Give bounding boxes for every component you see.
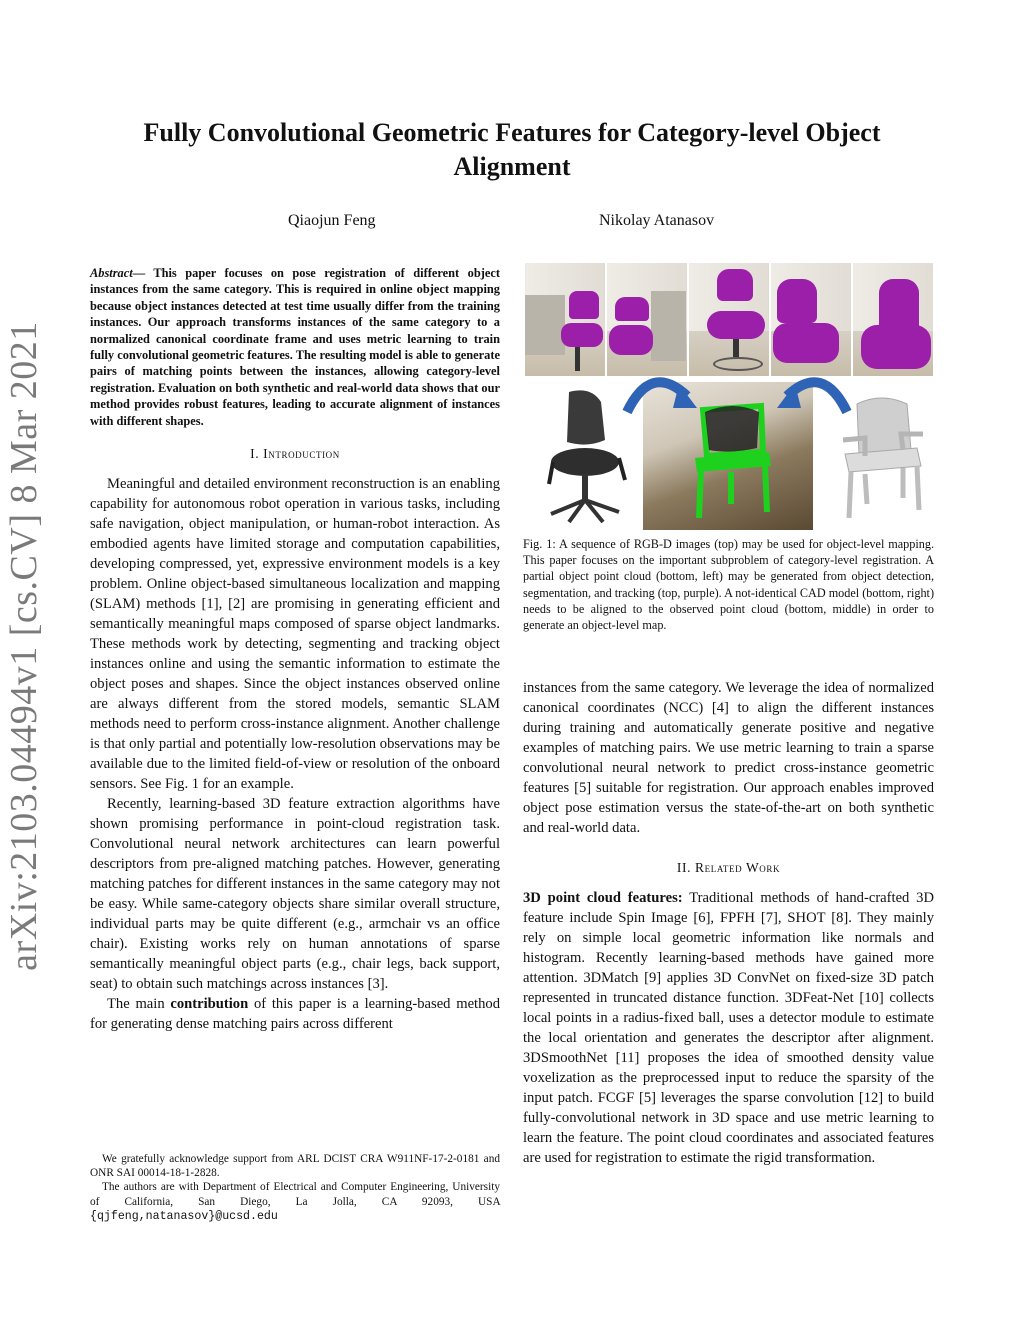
footnote-affiliation-text: The authors are with Department of Electrical and Computer Engineering, University of California, San Diego, La Jolla, CA 92093, USA xyxy=(90,1181,500,1208)
rgbd-frame-2 xyxy=(607,263,687,376)
right-column xyxy=(523,678,934,1168)
right-paragraph-1: instances from the same category. We leverage the idea of normalized canonical coordinates (NCC) [4] to align the different instances during training and automatically generate positive and negative examples of matching pairs. We use metric learning to train a sparse convolutional neural network to predict cross-instance geometric features [5] suitable for registration. Our approach enables improved object pose estimation versus the state-of-the-art on both synthetic and real-world data. xyxy=(523,680,934,836)
rgbd-frame-5 xyxy=(853,263,933,376)
related-work-paragraph-1 xyxy=(523,888,934,1168)
intro-paragraph-3 xyxy=(90,994,500,1034)
figure-1-caption: Fig. 1: A sequence of RGB-D images (top) may be used for object-level mapping. This paper focuses on the important subproblem of category-level registration. A partial object point cloud (bottom, left) may be generated from object detection, segmentation, and tracking (top, purple). A not-identical CAD model (bottom, right) needs to be aligned to the observed point cloud (bottom, middle) in order to generate an object-level map. xyxy=(523,537,934,633)
intro-p3-post: of this paper is a learning-based method for generating dense matching pairs across different xyxy=(90,996,501,1033)
related-text: Traditional methods of hand-crafted 3D feature include Spin Image [6], FPFH [7], SHOT [8]. They mainly rely on simple local geometric information like normals and histogram. Recently learning-based methods have gained more attention. 3DMatch [9] applies 3D ConvNet on fixed-size 3D patch represented in truncated distance function. 3DFeat-Net [10] collects local points in a radius-fixed ball, uses a detector module to estimate the local orientation and generates the descriptor after alignment. 3DSmoothNet [11] proposes the idea of smoothed density value voxelization as the preprocessed input to reduce the sparsity of the input patch. FCGF [5] leverages the sparse convolution [12] to build fully-convolutional network in 3D space and use metric learning to learn the feature. The point cloud coordinates and associated features are used for registration to estimate the rigid transformation. xyxy=(523,890,934,1166)
left-column xyxy=(90,265,500,1034)
author-emails: {qjfeng,natanasov}@ucsd.edu xyxy=(90,1209,278,1223)
section-heading-introduction: I. Introduction xyxy=(250,446,340,462)
related-keyword: 3D point cloud features: xyxy=(523,890,683,906)
rgbd-image-sequence xyxy=(525,263,933,376)
author-2: Nikolay Atanasov xyxy=(599,212,715,229)
figure-1 xyxy=(525,263,933,528)
paper-title: Fully Convolutional Geometric Features for Category-level Object Alignment xyxy=(143,118,881,181)
footnote-affiliation xyxy=(90,1180,500,1224)
abstract xyxy=(90,265,500,429)
align-arrow-left xyxy=(621,368,701,428)
rgbd-frame-3 xyxy=(689,263,769,376)
abstract-text: — This paper focuses on pose registration of different object instances from the same category. This is required in online object mapping because object instances detected at test time usually differ from the training instances. Our approach transforms instances of the same category to a normalized canonical coordinate frame and uses metric learning to train fully convolutional geometric features. The resulting model is able to generate pairs of matching points between the instances, allowing category-level registration. Evaluation on both synthetic and real-world data shows that our method provides robust features, leading to accurate alignment of instances with different shapes. xyxy=(90,266,500,428)
section-heading-related-work: II. Related Work xyxy=(676,860,781,875)
intro-p3-pre: The main xyxy=(107,996,171,1013)
footnote-funding: We gratefully acknowledge support from ARL DCIST CRA W911NF-17-2-0181 and ONR SAI 00014-18-1-2828. xyxy=(90,1153,500,1180)
intro-paragraph-1: Meaningful and detailed environment reconstruction is an enabling capability for autonomous robot operation in various tasks, including safe navigation, object manipulation, or human-robot interaction. As embodied agents have limited storage and computation capabilities, developing compressed, yet, expressive environment models is a key problem. Online object-based simultaneous localization and mapping (SLAM) methods [1], [2] are promising in generating efficient and semantically meaningful maps composed of sparse object landmarks. These methods work by detecting, segmenting and tracking object instances online and using the semantic information to estimate the object poses and shapes. Since the object instances observed online are always different from the stored models, semantic SLAM methods need to perform cross-instance alignment. Another challenge is that only partial and potentially low-resolution observations may be available due to the limited field-of-view or resolution of the onboard sensors. See Fig. 1 for an example. xyxy=(90,476,500,793)
align-arrow-right xyxy=(773,368,853,428)
abstract-label: Abstract xyxy=(90,266,133,280)
partial-point-cloud-chair xyxy=(539,388,629,526)
footnotes xyxy=(90,1152,500,1224)
rgbd-frame-1 xyxy=(525,263,605,376)
rgbd-frame-4 xyxy=(771,263,851,376)
arxiv-side-stamp: arXiv:2103.04494v1 [cs.CV] 8 Mar 2021 xyxy=(3,321,45,971)
registration-illustration xyxy=(525,376,933,528)
intro-paragraph-2: Recently, learning-based 3D feature extraction algorithms have shown promising performance in point-cloud registration task. Convolutional neural network architectures can learn powerful descriptors from pre-aligned matching patches. However, generating matching patches for different instances in the same category may not be easy. While same-category objects share similar overall structure, individual parts may be quite different (e.g., armchair vs an office chair). Existing works rely on human annotations of sparse semantically meaningful object parts (e.g., chair legs, back support, seat) to obtain such matchings across instances [3]. xyxy=(90,796,500,993)
author-1: Qiaojun Feng xyxy=(288,212,376,229)
contribution-keyword: contribution xyxy=(170,996,249,1013)
